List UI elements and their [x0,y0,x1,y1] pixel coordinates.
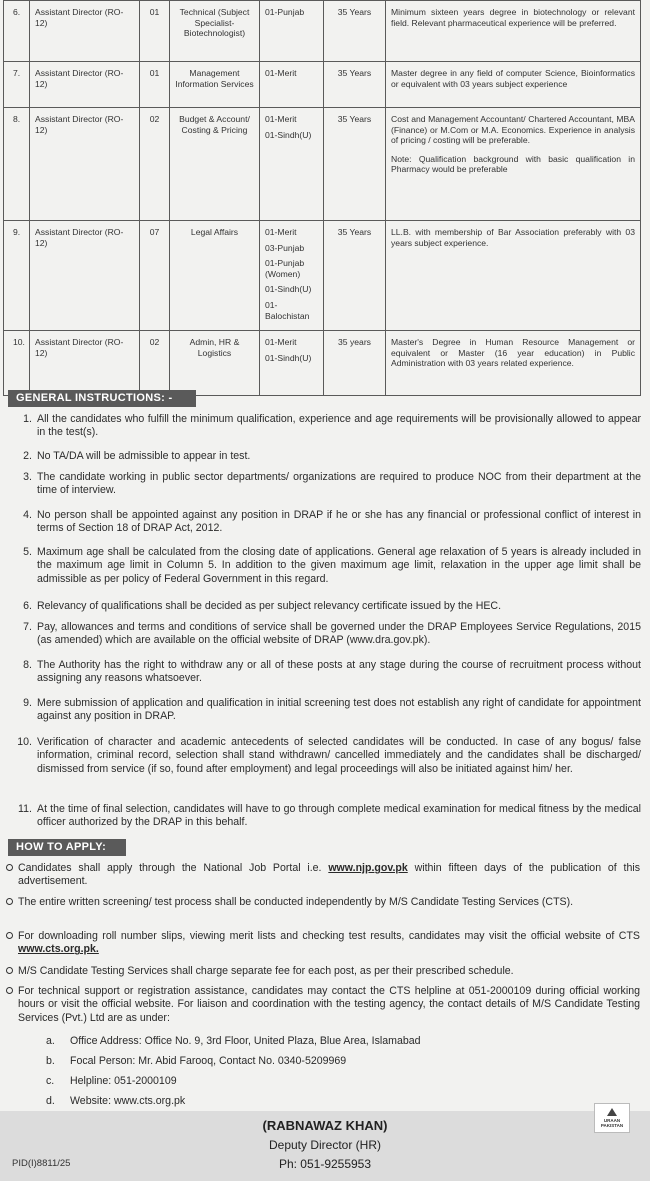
apply-text [18,930,640,957]
qualification-text: Cost and Management Accountant/ Chartered Accountant, MBA (Finance) or M.Com or M.A. Economics. Experience in analysis of pricing / costing will be preferable. [391,114,635,146]
cell-quota [260,62,324,108]
instruction-text: At the time of final selection, candidates will have to go through complete medical examination for medical fitness by the medical officer authorized by the DRAP in this behalf. [37,803,641,829]
cell-age: 35 Years [324,1,386,62]
instruction-item [6,450,636,464]
njp-portal-link[interactable]: www.njp.gov.pk [328,862,408,874]
signatory-phone: Ph: 051-9255953 [278,1157,372,1171]
apply-text [18,862,640,889]
contact-letter: a. [46,1035,55,1047]
qualification-note: Note: Qualification background with basic qualification in Pharmacy would be preferable [391,153,635,175]
contact-text: Website: www.cts.org.pk [70,1095,186,1107]
cell-qualification: Master degree in any field of computer Science, Bioinformatics or equivalent with 03 years subject experience [386,62,641,108]
cell-qualification: LL.B. with membership of Bar Association preferably with 03 years subject experience. [386,221,641,331]
cell-num: 01 [140,62,170,108]
instruction-item [6,736,641,792]
apply-text-part: within fifteen days of the publication of this advertisement. [18,862,641,888]
quota-line: 03-Punjab [265,242,305,253]
apply-text: M/S Candidate Testing Services shall charge separate fee for each post, as per their prescribed schedule. [18,965,514,977]
signatory-designation: Deputy Director (HR) [268,1138,382,1152]
signatory-name: (RABNAWAZ KHAN) [262,1118,388,1133]
bullet-icon [6,864,13,871]
instruction-text: All the candidates who fulfill the minimum qualification, experience and age requirements will be provisionally allowed to appear in the test(s). [37,413,641,439]
cell-sno: 7. [4,62,30,108]
bullet-icon [6,967,13,974]
instruction-text: Maximum age shall be calculated from the closing date of applications. General age relaxation of 5 years is already included in the maximum age limit in Column 5. In addition to the given maximum age limit, relaxation in the upper age limit shall be admissible as per policy of Federal Government in this regard. [37,546,641,585]
instruction-number: 3. [23,471,32,483]
instruction-number: 10. [17,736,32,748]
instruction-item [6,659,641,687]
cell-field: Budget & Account/ Costing & Pricing [170,108,260,221]
contact-detail [46,1095,185,1108]
cell-num: 02 [140,108,170,221]
quota-line: 01-Sindh(U) [265,352,312,363]
instruction-item [6,600,636,614]
instruction-text: Verification of character and academic antecedents of selected candidates will be conducted. In case of any bogus/ false information, criminal record, selection shall stand withdrawn/ cancelled immediately and the candidates shall be discharged/ dismissed from service (if so, found after employment) and legal proceedings will also be initiated against him/ her. [37,736,641,775]
table-row [4,108,641,221]
quota-line: 01-Sindh(U) [265,129,312,140]
instruction-item [6,471,641,499]
table-row [4,221,641,331]
general-instructions-heading: GENERAL INSTRUCTIONS: - [8,390,196,407]
instruction-item [6,697,641,725]
contact-detail [46,1055,346,1068]
cell-qualification: Minimum sixteen years degree in biotechnology or relevant field. Relevant pharmaceutical experience will be preferred. [386,1,641,62]
instruction-text: The candidate working in public sector departments/ organizations are required to produce NOC from their department at the time of interview. [37,471,641,497]
apply-text-part: Candidates shall apply through the National Job Portal i.e. [18,862,329,874]
instruction-number: 1. [23,413,32,425]
cell-quota [260,331,324,396]
instruction-text: Pay, allowances and terms and conditions of service shall be governed under the DRAP Employees Service Regulations, 2015 (as amended) which are available on the official website of DRAP (www.dra.gov.pk). [37,621,641,647]
cell-quota [260,108,324,221]
instruction-item [6,413,641,441]
instruction-item [6,621,641,649]
cell-post: Assistant Director (RO-12) [30,221,140,331]
table-row [4,62,641,108]
instruction-number: 9. [23,697,32,709]
instruction-text: No TA/DA will be admissible to appear in test. [37,450,251,462]
contact-letter: c. [46,1075,55,1087]
instruction-text: No person shall be appointed against any position in DRAP if he or she has any financial or professional conflict of interest in terms of Section 18 of DRAP Act, 2012. [37,509,641,535]
bullet-icon [6,987,13,994]
quota-line: 01-Merit [265,337,297,348]
instruction-number: 2. [23,450,32,462]
contact-text: Office Address: Office No. 9, 3rd Floor, United Plaza, Blue Area, Islamabad [70,1035,421,1047]
contact-text: Helpline: 051-2000109 [70,1075,177,1087]
cell-qualification [386,108,641,221]
cell-num: 01 [140,1,170,62]
cell-num: 02 [140,331,170,396]
cell-quota [260,1,324,62]
cell-age: 35 Years [324,62,386,108]
instruction-number: 11. [18,803,32,815]
quota-line: 01-Punjab [265,7,305,17]
how-to-apply-heading: HOW TO APPLY: [8,839,126,856]
instruction-item [6,803,641,831]
cts-website-link[interactable]: www.cts.org.pk. [18,943,99,956]
pid-number: PID(I)8811/25 [12,1158,71,1169]
cell-sno: 9. [4,221,30,331]
apply-text: The entire written screening/ test process shall be conducted independently by M/S Candidate Testing Services (CTS). [18,896,574,908]
instruction-item [6,546,641,588]
cell-age: 35 years [324,331,386,396]
cell-post: Assistant Director (RO-12) [30,331,140,396]
cell-num: 07 [140,221,170,331]
cell-field: Admin, HR & Logistics [170,331,260,396]
quota-line: 01-Sindh(U) [265,284,312,295]
instruction-number: 7. [23,621,32,633]
instruction-text: Mere submission of application and qualification in initial screening test does not establish any right of candidate for appointment against any position in DRAP. [37,697,641,723]
contact-letter: d. [46,1095,55,1107]
apply-text: For technical support or registration assistance, candidates may contact the CTS helpline at 051-2000109 during official working hours or visit the official website. For liaison and coordination with the testing agency, the contact details of M/S Candidate Testing Services (Pvt.) Ltd are as under: [18,985,640,1024]
cell-post: Assistant Director (RO-12) [30,62,140,108]
instruction-item [6,509,641,537]
cell-age: 35 Years [324,108,386,221]
cell-sno: 6. [4,1,30,62]
contact-letter: b. [46,1055,55,1067]
logo-mark-icon [605,1106,619,1118]
logo-text: URAAN PAKISTAN [600,1118,624,1128]
instruction-number: 5. [23,546,32,558]
table-row [4,1,641,62]
instruction-text: The Authority has the right to withdraw any or all of these posts at any stage during the course of recruitment process without assigning any reasons whatsoever. [37,659,641,685]
cell-quota [260,221,324,331]
instruction-number: 8. [23,659,32,671]
quota-line: 01-Merit [265,227,297,237]
cell-age: 35 Years [324,221,386,331]
contact-detail [46,1075,177,1088]
uraan-pakistan-logo [594,1103,630,1133]
table-row [4,331,641,396]
bullet-icon [6,898,13,905]
quota-line: 01-Merit [265,68,297,78]
cell-qualification: Master's Degree in Human Resource Management or equivalent or Master (16 year education) in Public Administration with 03 years related experience. [386,331,641,396]
instruction-text: Relevancy of qualifications shall be decided as per subject relevancy certificate issued by the HEC. [37,600,502,612]
quota-line: 01-Balochistan [265,299,310,321]
quota-line: 01-Merit [265,114,297,124]
cell-post: Assistant Director (RO-12) [30,1,140,62]
cell-sno: 10. [4,331,30,396]
cell-post: Assistant Director (RO-12) [30,108,140,221]
instruction-number: 6. [23,600,32,612]
bullet-icon [6,932,13,939]
contact-text: Focal Person: Mr. Abid Farooq, Contact No. 0340-5209969 [70,1055,347,1067]
apply-text-part: For downloading roll number slips, viewing merit lists and checking test results, candidates may visit the official website of CTS [18,930,640,942]
instruction-number: 4. [23,509,32,521]
cell-sno: 8. [4,108,30,221]
cell-field: Technical (Subject Specialist- Biotechnologist) [170,1,260,62]
quota-line: 01-Punjab (Women) [265,258,305,279]
cell-field: Legal Affairs [170,221,260,331]
posts-table [3,0,641,396]
cell-field: Management Information Services [170,62,260,108]
contact-detail [46,1035,421,1048]
